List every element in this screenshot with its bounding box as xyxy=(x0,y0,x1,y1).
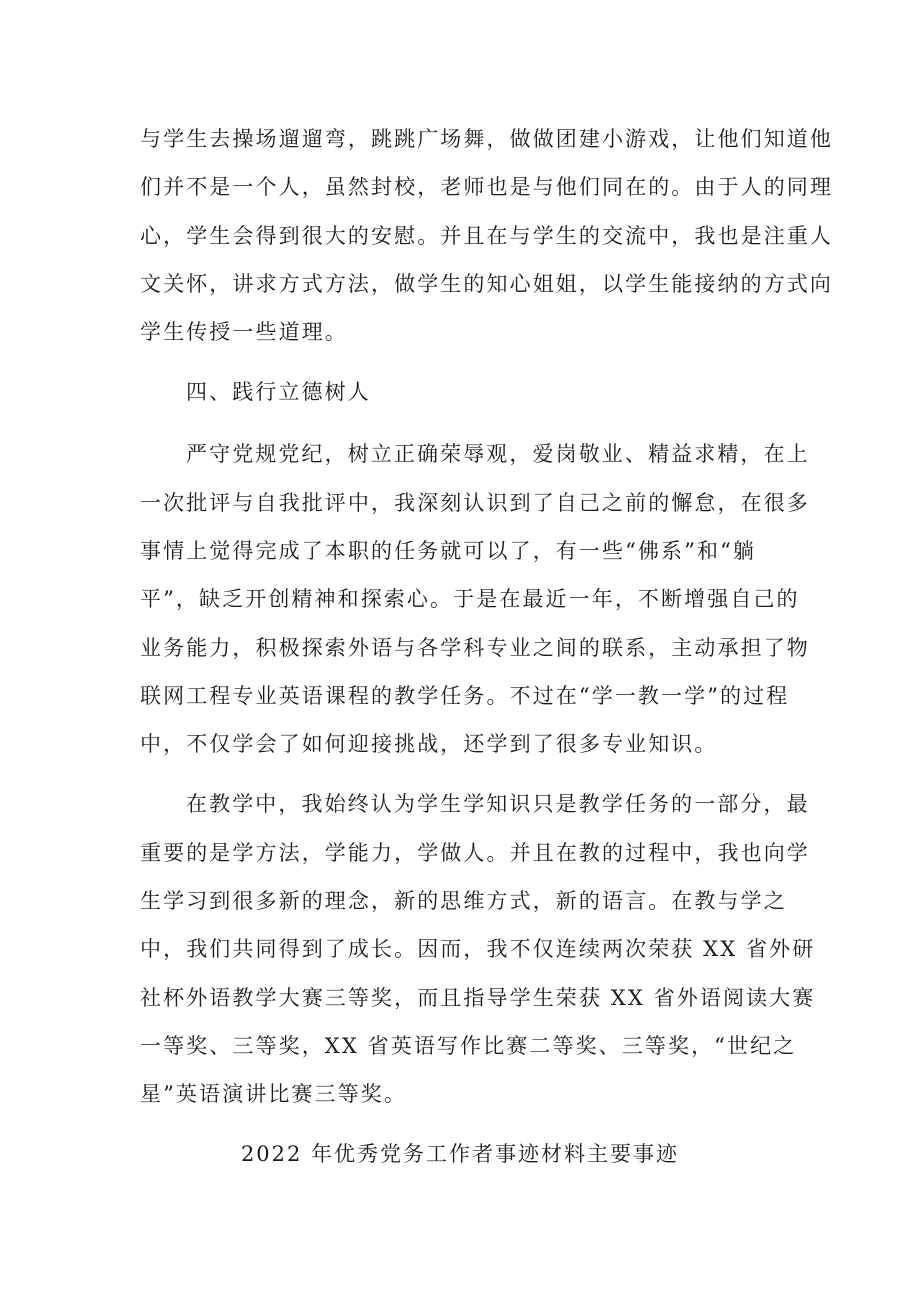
paragraph-2-line-4: 平”，缺乏开创精神和探索心。于是在最近一年，不断增强自己的 xyxy=(140,587,800,611)
paragraph-2-line-2: 一次批评与自我批评中，我深刻认识到了自己之前的懈怠，在很多 xyxy=(140,491,810,515)
document-title: 2022 年优秀党务工作者事迹材料主要事迹 xyxy=(240,1142,680,1166)
paragraph-2-line-1: 严守党规党纪，树立正确荣辱观，爱岗敬业、精益求精，在上 xyxy=(186,442,810,466)
paragraph-1-line-3: 心，学生会得到很大的安慰。并且在与学生的交流中，我也是注重人 xyxy=(140,224,833,248)
paragraph-2-line-6: 联网工程专业英语课程的教学任务。不过在“学一教一学”的过程 xyxy=(140,684,790,708)
paragraph-3-line-5: 社杯外语教学大赛三等奖，而且指导学生荣获 XX 省外语阅读大赛 xyxy=(140,986,816,1010)
paragraph-3-line-1: 在教学中，我始终认为学生学知识只是教学任务的一部分，最 xyxy=(186,792,810,816)
paragraph-1-line-1: 与学生去操场遛遛弯，跳跳广场舞，做做团建小游戏，让他们知道他 xyxy=(140,127,833,151)
paragraph-2-line-7: 中，不仅学会了如何迎接挑战，还学到了很多专业知识。 xyxy=(140,732,718,756)
paragraph-1-line-4: 文关怀，讲求方式方法，做学生的知心姐姐，以学生能接纳的方式向 xyxy=(140,272,833,296)
paragraph-1-line-2: 们并不是一个人，虽然封校，老师也是与他们同在的。由于人的同理 xyxy=(140,175,833,199)
paragraph-3-line-3: 生学习到很多新的理念，新的思维方式，新的语言。在教与学之 xyxy=(140,889,787,913)
paragraph-3-line-2: 重要的是学方法，学能力，学做人。并且在教的过程中，我也向学 xyxy=(140,841,810,865)
paragraph-3-line-6: 一等奖、三等奖，XX 省英语写作比赛二等奖、三等奖，“世纪之 xyxy=(140,1034,797,1058)
paragraph-2-line-3: 事情上觉得完成了本职的任务就可以了，有一些“佛系”和“躺 xyxy=(140,539,757,563)
section-heading: 四、践行立德树人 xyxy=(186,380,371,404)
paragraph-3-line-7: 星”英语演讲比赛三等奖。 xyxy=(140,1082,407,1106)
paragraph-3-line-4: 中，我们共同得到了成长。因而，我不仅连续两次荣获 XX 省外研 xyxy=(140,937,816,961)
paragraph-1-line-5: 学生传授一些道理。 xyxy=(140,320,348,344)
paragraph-2-line-5: 业务能力，积极探索外语与各学科专业之间的联系，主动承担了物 xyxy=(140,636,810,660)
